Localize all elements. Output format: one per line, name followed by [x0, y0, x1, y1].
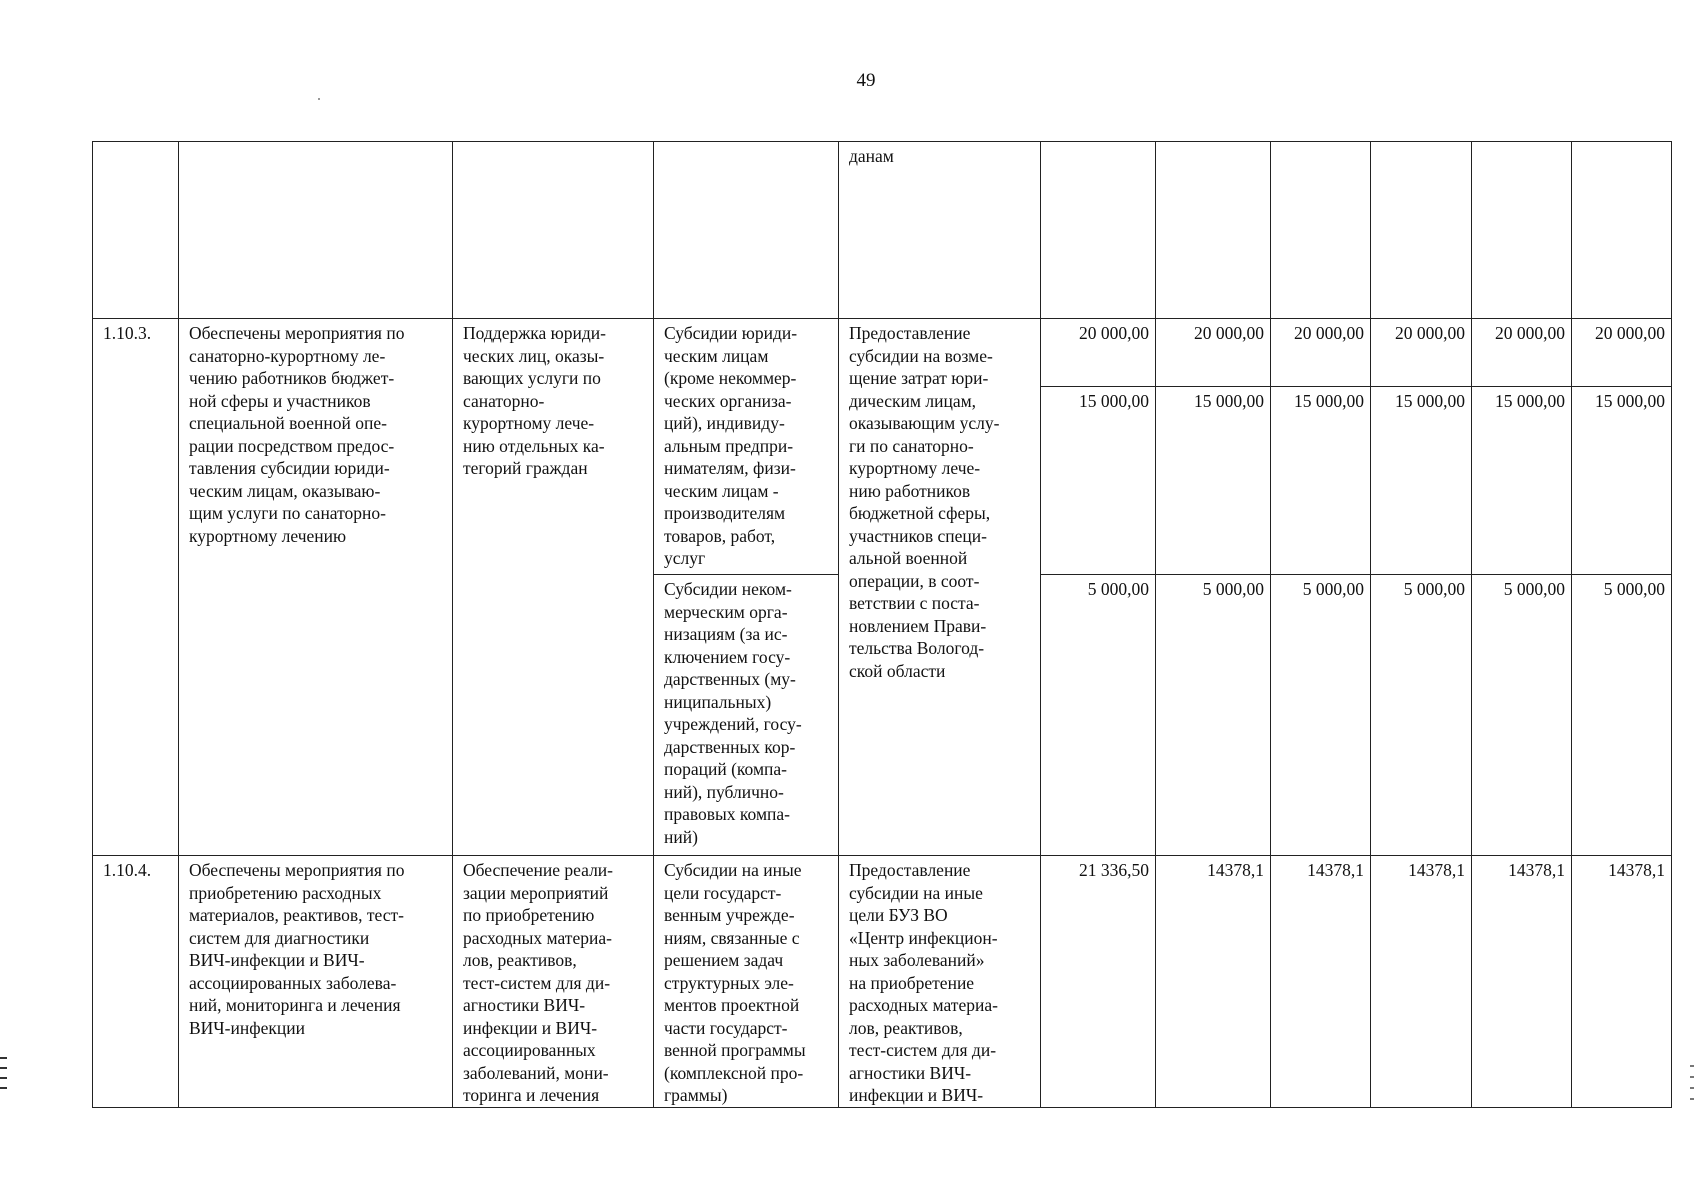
value-cell: 15 000,00 — [1472, 387, 1572, 575]
value-cell: 15 000,00 — [1572, 387, 1672, 575]
value-cell: 5 000,00 — [1371, 575, 1472, 856]
code-cell — [93, 142, 179, 319]
value-cell: 5 000,00 — [1472, 575, 1572, 856]
scan-speck — [318, 98, 320, 100]
value-cell — [1572, 142, 1672, 319]
table-row-1-10-3-total — [93, 319, 1672, 387]
code-cell: 1.10.3. — [93, 319, 179, 856]
direction-cell: Субсидии на иные цели государст- венным учрежде- ниям, связанные с решением задач структурных эле- ментов проектной части государст- венной программы (комплексной про- граммы) — [654, 856, 839, 1108]
value-cell: 20 000,00 — [1572, 319, 1672, 387]
value-cell: 14378,1 — [1472, 856, 1572, 1108]
code-cell: 1.10.4. — [93, 856, 179, 1108]
value-cell: 5 000,00 — [1271, 575, 1371, 856]
value-cell: 20 000,00 — [1041, 319, 1156, 387]
direction-cell: Субсидии юриди- ческим лицам (кроме некоммер- ческих организа- ций), индивиду- альным предпри- нимателям, физи- ческим лицам - производителям товаров, работ, услуг — [654, 319, 839, 575]
value-cell: 14378,1 — [1572, 856, 1672, 1108]
result-cell: Обеспечены мероприятия по приобретению расходных материалов, реактивов, тест- систем для диагностики ВИЧ-инфекции и ВИЧ- ассоциированных заболева- ний, мониторинга и лечения ВИЧ-инфекции — [179, 856, 453, 1108]
value-cell: 14378,1 — [1156, 856, 1271, 1108]
direction-cell: Субсидии неком- мерческим орга- низациям (за ис- ключением госу- дарственных (му- ниципальных) учреждений, госу- дарственных кор- пораций (компа- ний), публично- правовых компа- ний) — [654, 575, 839, 856]
value-cell — [1156, 142, 1271, 319]
value-cell: 20 000,00 — [1371, 319, 1472, 387]
table-row-1-10-4 — [93, 856, 1672, 1108]
measure-cell: Обеспечение реали- зации мероприятий по приобретению расходных материа- лов, реактивов, тест-систем для ди- агностики ВИЧ- инфекции и ВИЧ- ассоциированных заболеваний, мони- торинга и лечения — [453, 856, 654, 1108]
value-cell: 21 336,50 — [1041, 856, 1156, 1108]
purpose-cell: Предоставление субсидии на иные цели БУЗ ВО «Центр инфекцион- ных заболеваний» на приобретение расходных материа- лов, реактивов, тест-систем для ди- агностики ВИЧ- инфекции и ВИЧ- — [839, 856, 1041, 1108]
budget-measures-table — [92, 141, 1672, 1108]
value-cell: 5 000,00 — [1156, 575, 1271, 856]
result-cell — [179, 142, 453, 319]
purpose-cell: Предоставление субсидии на возме- щение затрат юри- дическим лицам, оказывающим услу- ги по санаторно- курортному лече- нию работников бюджетной сферы, участников специ- альной военной операции, в соот- ветствии с поста- новлением Прави- тельства Вологод- ской области — [839, 319, 1041, 856]
value-cell — [1041, 142, 1156, 319]
value-cell: 20 000,00 — [1472, 319, 1572, 387]
value-cell: 15 000,00 — [1371, 387, 1472, 575]
value-cell — [1271, 142, 1371, 319]
binding-marks-left — [0, 1057, 8, 1101]
value-cell: 5 000,00 — [1572, 575, 1672, 856]
direction-cell — [654, 142, 839, 319]
value-cell: 14378,1 — [1271, 856, 1371, 1108]
value-cell: 15 000,00 — [1271, 387, 1371, 575]
result-cell: Обеспечены мероприятия по санаторно-курортному ле- чению работников бюджет- ной сферы и участников специальной военной опе- рации посредством предос- тавления субсидии юриди- ческим лицам, оказываю- щим услуги по санаторно- курортному лечению — [179, 319, 453, 856]
value-cell: 15 000,00 — [1156, 387, 1271, 575]
value-cell — [1472, 142, 1572, 319]
value-cell: 20 000,00 — [1271, 319, 1371, 387]
table-row-continuation — [93, 142, 1672, 319]
value-cell: 15 000,00 — [1041, 387, 1156, 575]
value-cell — [1371, 142, 1472, 319]
purpose-cell: данам — [839, 142, 1041, 319]
value-cell: 20 000,00 — [1156, 319, 1271, 387]
value-cell: 14378,1 — [1371, 856, 1472, 1108]
binding-marks-right — [1690, 1065, 1694, 1105]
page-number: 49 — [856, 70, 876, 91]
measure-cell: Поддержка юриди- ческих лиц, оказы- вающих услуги по санаторно- курортному лече- нию отдельных ка- тегорий граждан — [453, 319, 654, 856]
measure-cell — [453, 142, 654, 319]
value-cell: 5 000,00 — [1041, 575, 1156, 856]
